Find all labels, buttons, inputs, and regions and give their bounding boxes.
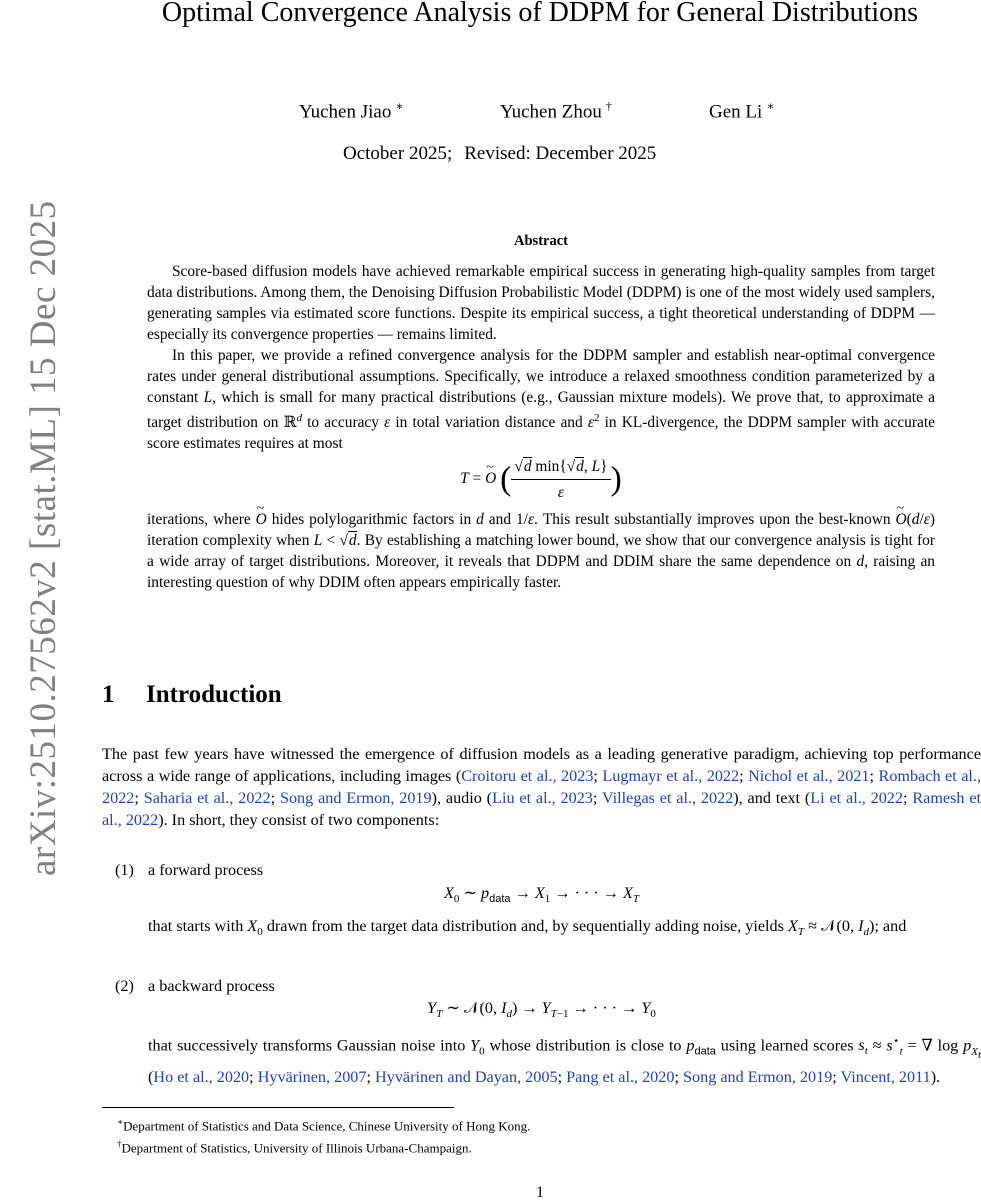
citation-link[interactable]: Song and Ermon, 2019: [683, 1067, 833, 1086]
revised-date: Revised: December 2025: [464, 143, 657, 164]
paper-title: Optimal Convergence Analysis of DDPM for General Distributions: [161, 0, 919, 28]
citation-link[interactable]: Hyvärinen, 2007: [257, 1067, 367, 1086]
citation-link[interactable]: Li et al., 2022: [810, 789, 903, 807]
citation-link[interactable]: Vincent, 2011: [840, 1067, 931, 1086]
author-mark: †: [605, 99, 612, 113]
citation-link[interactable]: Hyvärinen and Dayan, 2005: [375, 1067, 558, 1086]
citation-link[interactable]: Saharia et al., 2022: [143, 789, 271, 807]
citation-link[interactable]: Liu et al., 2023: [492, 789, 593, 807]
list-continuation: that starts with $X_0$ drawn from the target data distribution and, by sequentially adding noise, yields $X_T$ ≈ 𝒩(0, $I_d$); and: [148, 917, 907, 939]
citation-link[interactable]: Ho et al., 2020: [153, 1067, 250, 1086]
citation-link[interactable]: Lugmayr et al., 2022: [602, 767, 740, 785]
list-lead: a forward process: [148, 861, 264, 879]
footnote-2: †Department of Statistics, University of Illinois Urbana-Champaign.: [117, 1139, 472, 1156]
section-number: 1: [102, 681, 115, 708]
date-line: [343, 143, 656, 165]
footnote-divider: [102, 1107, 454, 1108]
list-marker: (1): [115, 861, 134, 879]
forward-process-equation: $X_0$ ∼ $p_{data} \to X_1$ → · · · → $X_T$: [443, 884, 640, 906]
arxiv-stamp-container: [22, 200, 64, 877]
intro-paragraph: The past few years have witnessed the emergence of diffusion models as a leading generative paradigm, achieving top performance across a wide range of applications, including images (Croitoru et al., 2023; Lugmayr et al., 2022; Nichol et al., 2021; Rombach et al., 2022; Saharia et al., 2022; Song and Ermon, 2019), audio (Liu et al., 2023; Villegas et al., 2022), and text (Li et al., 2022; Ramesh et al., 2022). In short, they consist of two components:: [102, 745, 981, 829]
author-name: Yuchen Jiao: [299, 101, 392, 123]
abstract: [147, 261, 935, 593]
arxiv-identifier: arXiv:2510.27562v2 [stat.ML] 15 Dec 2025: [23, 200, 64, 876]
abstract-paragraph-1: Score-based diffusion models have achieved remarkable empirical success in generating high-quality samples from target data distributions. Among them, the Denoising Diffusion Probabilistic Model (DDPM) is one of the most widely used samplers, generating samples via estimated score functions. Despite its empirical success, a tight theoretical understanding of DDPM — especially its convergence properties — remains limited.: [147, 263, 935, 343]
section-heading: [102, 681, 282, 709]
author-3: [709, 99, 774, 123]
list-continuation: that successively transforms Gaussian noise into $Y_0$ whose distribution is close to $p_{data}$ using learned scores $s_t \approx s^⋆_t$ = ∇ $\log p_{X_t}$ (Ho et al., 2020; Hyvärinen, 2007; Hyvärinen and Dayan, 2005; Pang et al., 2020; Song and Ermon, 2019; Vincent, 2011).: [148, 1035, 981, 1086]
section-title: Introduction: [146, 681, 282, 708]
citation-link[interactable]: Villegas et al., 2022: [601, 789, 734, 807]
citation-link[interactable]: Rombach et al., 2022: [102, 767, 981, 807]
backward-process-equation: $Y_T$ ∼ 𝒩(0, $I_d) \to Y_{T-1}$ → · · · → $Y_0$: [427, 999, 656, 1021]
abstract-paragraph-3: iterations, where ~ O hides polylogarithmic factors in d and 1/ε. This result substantially improves upon the best-known ~ O(d/ε) iteration complexity when L < √d. By establishing a matching lower bound, we show that our convergence analysis is tight for a wide array of target distributions. Moreover, it reveals that DDPM and DDIM share the same dependence on d, raising an interesting question of why DDIM often appears empirically faster.: [147, 509, 935, 593]
list-marker: (2): [115, 977, 134, 995]
footnotes: [117, 1113, 530, 1158]
citation-link[interactable]: Ramesh et al., 2022: [102, 789, 981, 829]
author-1: [299, 99, 404, 123]
abstract-heading: Abstract: [514, 233, 568, 249]
author-2: [500, 99, 612, 123]
citation-link[interactable]: Nichol et al., 2021: [748, 767, 870, 785]
citation-link[interactable]: Croitoru et al., 2023: [461, 767, 594, 785]
citation-link[interactable]: Pang et al., 2020: [566, 1067, 675, 1086]
date: October 2025;: [343, 143, 453, 164]
page-number: 1: [536, 1184, 544, 1201]
abstract-paragraph-2: In this paper, we provide a refined convergence analysis for the DDPM sampler and establish near-optimal convergence rates under general distributional assumptions. Specifically, we introduce a relaxed smoothness condition parameterized by a constant L, which is small for many practical distributions (e.g., Gaussian mixture models). We prove that, to approximate a target distribution on ℝ$^d$ to accuracy ε in total variation distance and $\varepsilon^2$ in KL-divergence, the DDPM sampler with accurate score estimates requires at most: [147, 347, 935, 453]
citation-link[interactable]: Song and Ermon, 2019: [279, 789, 432, 807]
author-name: Yuchen Zhou: [500, 101, 602, 123]
author-mark: ∗: [766, 99, 775, 113]
footnote-1: ∗Department of Statistics and Data Science, Chinese University of Hong Kong.: [117, 1117, 531, 1134]
complexity-equation: T = ~ O ( $\frac{\text{√d min\{√d, L\}}}{\varepsilon}$ ): [147, 456, 935, 503]
list-lead: a backward process: [148, 977, 275, 995]
author-name: Gen Li: [709, 101, 763, 123]
author-mark: ∗: [395, 99, 404, 113]
